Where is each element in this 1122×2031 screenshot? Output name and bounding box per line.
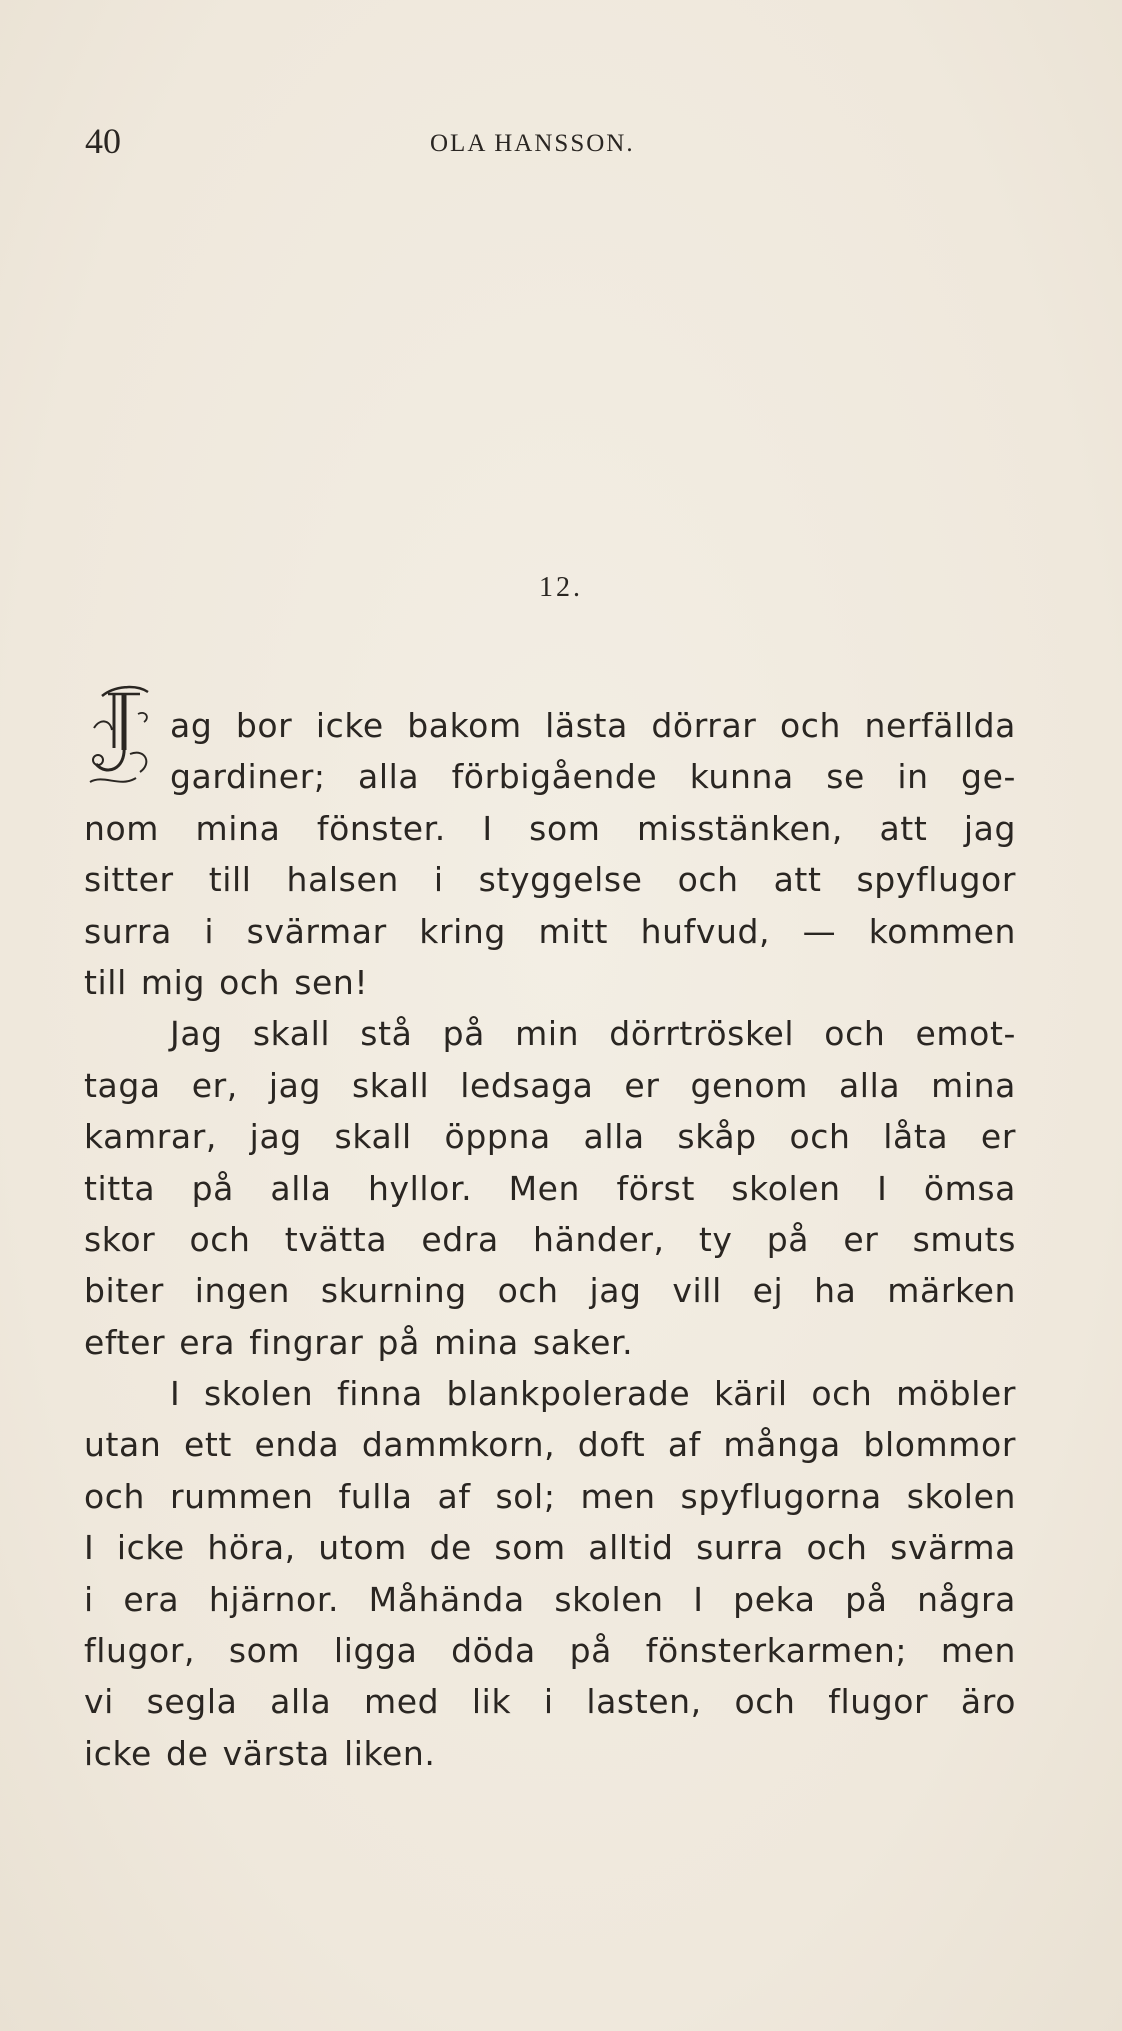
text-line: ag bor icke bakom lästa dörrar och nerfällda <box>170 706 1016 745</box>
text-line: icke de värsta liken. <box>84 1733 436 1773</box>
text-line: I skolen finna blankpolerade käril och möbler <box>170 1374 1016 1414</box>
text-line: utan ett enda dammkorn, doft af många blommor <box>84 1425 1016 1465</box>
text-line: efter era fingrar på mina saker. <box>84 1322 634 1362</box>
paragraph-2 <box>84 1008 1016 1368</box>
running-head <box>85 120 1035 170</box>
text-line: flugor, som ligga döda på fönsterkarmen; men <box>84 1631 1016 1671</box>
text-line: titta på alla hyllor. Men först skolen I ömsa <box>84 1168 1016 1208</box>
text-line: sitter till halsen i styggelse och att spyflugor <box>84 860 1016 900</box>
paragraph-3 <box>84 1368 1016 1779</box>
page-number: 40 <box>85 121 121 161</box>
text-line: skor och tvätta edra händer, ty på er smuts <box>84 1219 1016 1259</box>
body-text <box>84 700 1016 1779</box>
text-line: vi segla alla med lik i lasten, och flugor äro <box>84 1682 1016 1722</box>
paragraph-1 <box>84 700 1016 1008</box>
section-number: 12. <box>539 572 583 603</box>
text-line: kamrar, jag skall öppna alla skåp och låta er <box>84 1117 1016 1157</box>
text-line: nom mina fönster. I som misstänken, att jag <box>84 808 1016 848</box>
text-line: biter ingen skurning och jag vill ej ha märken <box>84 1271 1016 1311</box>
text-line: surra i svärmar kring mitt hufvud, — kommen <box>84 911 1016 951</box>
text-line: taga er, jag skall ledsaga er genom alla mina <box>84 1065 1016 1105</box>
running-title: OLA HANSSON. <box>430 130 635 157</box>
text-line: och rummen fulla af sol; men spyflugorna skolen <box>84 1476 1016 1516</box>
text-line: gardiner; alla förbigående kunna se in ge- <box>170 757 1016 797</box>
text-line: Jag skall stå på min dörrtröskel och emot- <box>170 1014 1016 1054</box>
text-line: i era hjärnor. Måhända skolen I peka på några <box>84 1579 1016 1619</box>
text-line: I icke höra, utom de som alltid surra och svärma <box>84 1528 1016 1568</box>
text-line: till mig och sen! <box>84 962 369 1002</box>
ornamental-dropcap-j <box>84 684 162 796</box>
